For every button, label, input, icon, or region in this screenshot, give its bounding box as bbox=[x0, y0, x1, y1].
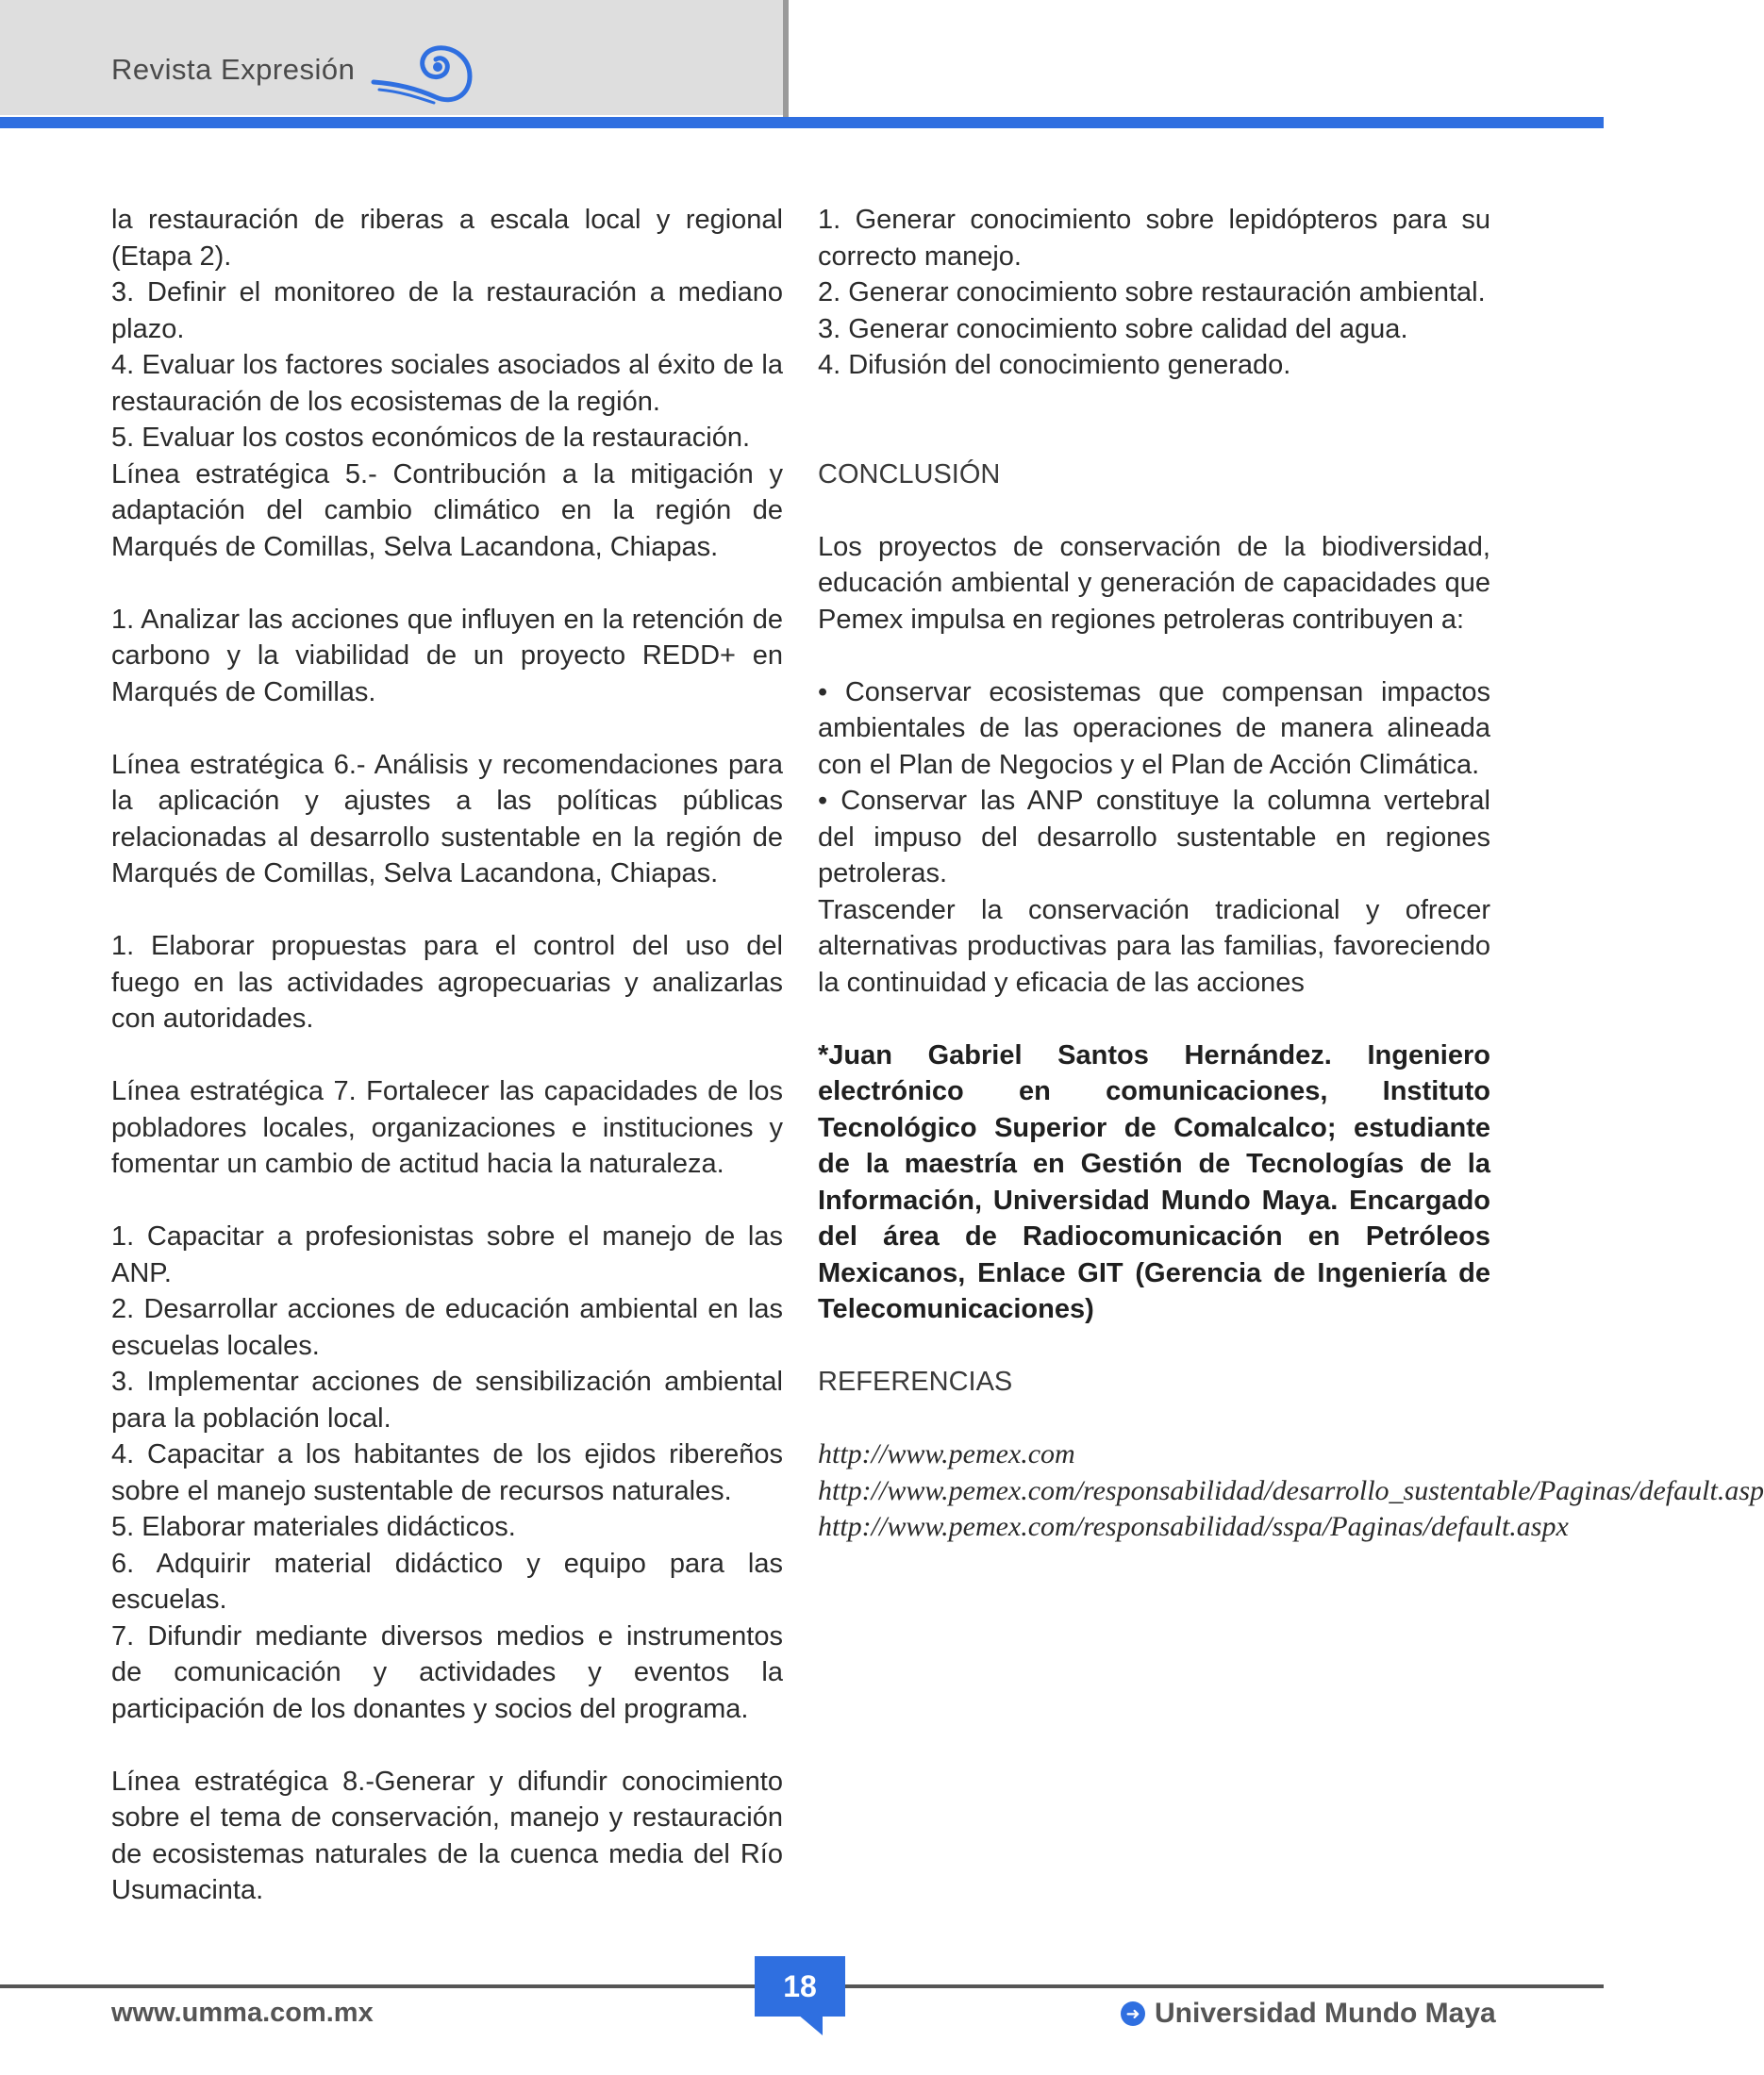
conclusion-heading: CONCLUSIÓN bbox=[818, 458, 1001, 490]
list-item: 3. Definir el monitoreo de la restauración a mediano plazo. bbox=[111, 277, 783, 344]
list-item: 2. Desarrollar acciones de educación ambiental en las escuelas locales. bbox=[111, 1294, 783, 1361]
list-item: 5. Evaluar los costos económicos de la restauración. bbox=[111, 423, 751, 453]
list-item: 3. Implementar acciones de sensibilización ambiental para la población local. bbox=[111, 1367, 783, 1434]
list-item: 4. Evaluar los factores sociales asociados al éxito de la restauración de los ecosistemas de la región. bbox=[111, 350, 783, 417]
closing-paragraph: Trascender la conservación tradicional y ofrecer alternativas productivas para las familias, favoreciendo la continuidad y eficacia de las acciones bbox=[818, 894, 1490, 998]
footer-website[interactable]: www.umma.com.mx bbox=[111, 1998, 374, 2028]
strategic-line: Línea estratégica 5.- Contribución a la mitigación y adaptación del cambio climático en la región de Marqués de Comillas, Selva Lacandona, Chiapas. bbox=[111, 458, 783, 562]
paragraph: la restauración de riberas a escala local y regional (Etapa 2). bbox=[111, 205, 783, 272]
reference-link[interactable]: http://www.pemex.com bbox=[818, 1438, 1075, 1469]
list-item: 6. Adquirir material didáctico y equipo para las escuelas. bbox=[111, 1548, 783, 1615]
arrow-right-circle-icon: ➜ bbox=[1121, 2001, 1145, 2026]
header-divider bbox=[783, 0, 789, 117]
list-item: 1. Capacitar a profesionistas sobre el manejo de las ANP. bbox=[111, 1221, 783, 1288]
reference-link[interactable]: http://www.pemex.com/responsabilidad/desarrollo_sustentable/Paginas/default.asp bbox=[818, 1474, 1764, 1506]
list-item: 1. Elaborar propuestas para el control del uso del fuego en las actividades agropecuarias y analizarlas con autoridades. bbox=[111, 931, 783, 1034]
university-name: Universidad Mundo Maya bbox=[1155, 1998, 1496, 2029]
strategic-line: Línea estratégica 7. Fortalecer las capacidades de los pobladores locales, organizaciones e instituciones y fomentar un cambio de actitud hacia la naturaleza. bbox=[111, 1076, 783, 1179]
list-item: 1. Generar conocimiento sobre lepidópteros para su correcto manejo. bbox=[818, 205, 1490, 272]
list-item: 5. Elaborar materiales didácticos. bbox=[111, 1512, 516, 1542]
list-item: 4. Capacitar a los habitantes de los ejidos ribereños sobre el manejo sustentable de recursos naturales. bbox=[111, 1439, 783, 1506]
strategic-line: Línea estratégica 6.- Análisis y recomendaciones para la aplicación y ajustes a las políticas públicas relacionadas al desarrollo sustentable en la región de Marqués de Comillas, Selva Lacandona, Chiapas. bbox=[111, 749, 783, 888]
footer-university bbox=[1121, 1998, 1496, 2030]
right-column bbox=[818, 202, 1764, 1546]
wave-shell-icon bbox=[372, 42, 474, 108]
list-item: 7. Difundir mediante diversos medios e instrumentos de comunicación y actividades y eventos la participación de los donantes y socios del programa. bbox=[111, 1620, 783, 1724]
header-accent-bar bbox=[0, 117, 1604, 128]
conclusion-intro: Los proyectos de conservación de la biodiversidad, educación ambiental y generación de capacidades que Pemex impulsa en regiones petroleras contribuyen a: bbox=[818, 531, 1490, 635]
references-heading: REFERENCIAS bbox=[818, 1367, 1013, 1397]
page-number: 18 bbox=[755, 1956, 845, 2017]
left-column bbox=[111, 202, 783, 1909]
bullet-item: • Conservar las ANP constituye la columna vertebral del impuso del desarrollo sustentable en regiones petroleras. bbox=[818, 786, 1490, 888]
page-tab-notch bbox=[798, 2015, 823, 2035]
magazine-title: Revista Expresión bbox=[111, 53, 356, 86]
list-item: 4. Difusión del conocimiento generado. bbox=[818, 350, 1291, 380]
strategic-line: Línea estratégica 8.-Generar y difundir conocimiento sobre el tema de conservación, manejo y restauración de ecosistemas naturales de la cuenca media del Río Usumacinta. bbox=[111, 1766, 783, 1905]
author-bio: *Juan Gabriel Santos Hernández. Ingeniero electrónico en comunicaciones, Instituto Tecnológico Superior de Comalcalco; estudiante de la maestría en Gestión de Tecnologías de la Información, Universidad Mundo Maya. Encargado del área de Radiocomunicación en Petróleos Mexicanos, Enlace GIT (Gerencia de Ingeniería de Telecomunicaciones) bbox=[818, 1039, 1490, 1324]
bullet-item: • Conservar ecosistemas que compensan impactos ambientales de las operaciones de manera alineada con el Plan de Negocios y el Plan de Acción Climática. bbox=[818, 676, 1490, 780]
list-item: 3. Generar conocimiento sobre calidad del agua. bbox=[818, 313, 1408, 344]
list-item: 2. Generar conocimiento sobre restauración ambiental. bbox=[818, 277, 1486, 307]
list-item: 1. Analizar las acciones que influyen en la retención de carbono y la viabilidad de un proyecto REDD+ en Marqués de Comillas. bbox=[111, 604, 783, 707]
reference-link[interactable]: http://www.pemex.com/responsabilidad/sspa/Paginas/default.aspx bbox=[818, 1511, 1569, 1542]
